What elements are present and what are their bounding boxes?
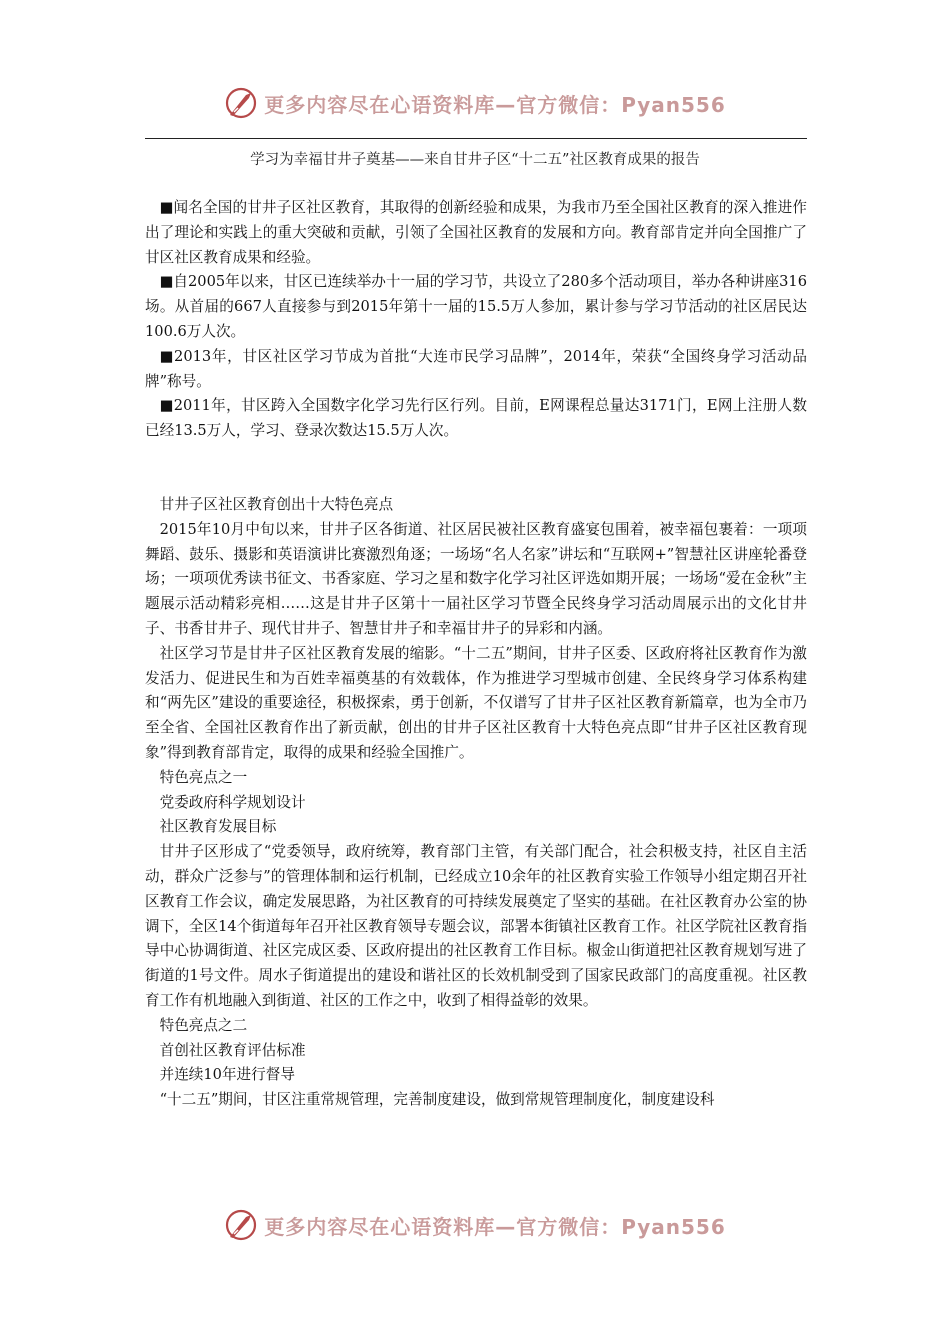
summary-paragraph: ■2013年，甘区社区学习节成为首批“大连市民学习品牌”，2014年，荣获“全国终身学习活动品牌”称号。 [145,347,807,390]
section-spacer [145,444,807,493]
document-content [145,196,807,1113]
header-banner [0,86,950,120]
summary-paragraph: ■自2005年以来，甘区已连续举办十一届的学习节，共设立了280多个活动项目，举办各种讲座316场。从首届的667人直接参与到2015年第十一届的15.5万人参加，累计参与学习节活动的社区居民达100.6万人次。 [145,273,807,340]
document-title: 学习为幸福甘井子奠基——来自甘井子区“十二五”社区教育成果的报告 [250,152,700,168]
summary-paragraph: ■2011年，甘区跨入全国数字化学习先行区行列。目前，E网课程总量达3171门，E网上注册人数已经13.5万人，学习、登录次数达15.5万人次。 [145,397,807,440]
section-heading: 甘井子区社区教育创出十大特色亮点 [159,495,394,513]
highlight-heading: 特色亮点之一 [159,768,248,786]
body-paragraph: “十二五”期间，甘区注重常规管理，完善制度建设，做到常规管理制度化，制度建设科 [159,1091,715,1109]
highlight-subheading: 党委政府科学规划设计 [159,793,306,811]
header-rule [145,138,807,139]
footer-banner [0,1208,950,1242]
highlight-subheading: 首创社区教育评估标准 [159,1041,306,1059]
summary-paragraph: ■闻名全国的甘井子区社区教育，其取得的创新经验和成果，为我市乃至全国社区教育的深入推进作出了理论和实践上的重大突破和贡献，引领了全国社区教育的发展和方向。教育部肯定并向全国推广了甘区社区教育成果和经验。 [145,199,807,266]
highlight-heading: 特色亮点之二 [159,1016,248,1034]
body-paragraph: 社区学习节是甘井子区社区教育发展的缩影。“十二五”期间，甘井子区委、区政府将社区教育作为激发活力、促进民生和为百姓幸福奠基的有效载体，作为推进学习型城市创建、全民终身学习体系构建和“两先区”建设的重要途径，积极探索，勇于创新，不仅谱写了甘井子区社区教育新篇章，也为全市乃至全省、全国社区教育作出了新贡献，创出的甘井子区社区教育十大特色亮点即“甘井子区社区教育现象”得到教育部肯定，取得的成果和经验全国推广。 [145,644,807,761]
quill-pen-logo-icon [224,1208,258,1242]
highlight-subheading: 并连续10年进行督导 [159,1066,295,1084]
banner-text: 更多内容尽在心语资料库—官方微信：Pyan556 [264,1214,726,1239]
quill-pen-logo-icon [224,86,258,120]
body-paragraph: 2015年10月中旬以来，甘井子区各街道、社区居民被社区教育盛宴包围着，被幸福包裹着：一项项舞蹈、鼓乐、摄影和英语演讲比赛激烈角逐；一场场“名人名家”讲坛和“互联网+”智慧社区讲座轮番登场；一项项优秀读书征文、书香家庭、学习之星和数字化学习社区评选如期开展；一场场“爱在金秋”主题展示活动精彩亮相……这是甘井子区第十一届社区学习节暨全民终身学习活动周展示出的文化甘井子、书香甘井子、现代甘井子、智慧甘井子和幸福甘井子的异彩和内涵。 [145,520,807,637]
highlight-subheading: 社区教育发展目标 [159,818,277,836]
banner-text: 更多内容尽在心语资料库—官方微信：Pyan556 [264,92,726,117]
body-paragraph: 甘井子区形成了“党委领导，政府统筹，教育部门主管，有关部门配合，社会积极支持，社区自主活动，群众广泛参与”的管理体制和运行机制，已经成立10余年的社区教育实验工作领导小组定期召开社区教育工作会议，确定发展思路，为社区教育的可持续发展奠定了坚实的基础。在社区教育办公室的协调下，全区14个街道每年召开社区教育领导专题会议，部署本街镇社区教育工作。社区学院社区教育指导中心协调街道、社区完成区委、区政府提出的社区教育工作目标。椒金山街道把社区教育规划写进了街道的1号文件。周水子街道提出的建设和谐社区的长效机制受到了国家民政部门的高度重视。社区教育工作有机地融入到街道、社区的工作之中，收到了相得益彰的效果。 [145,843,807,1009]
